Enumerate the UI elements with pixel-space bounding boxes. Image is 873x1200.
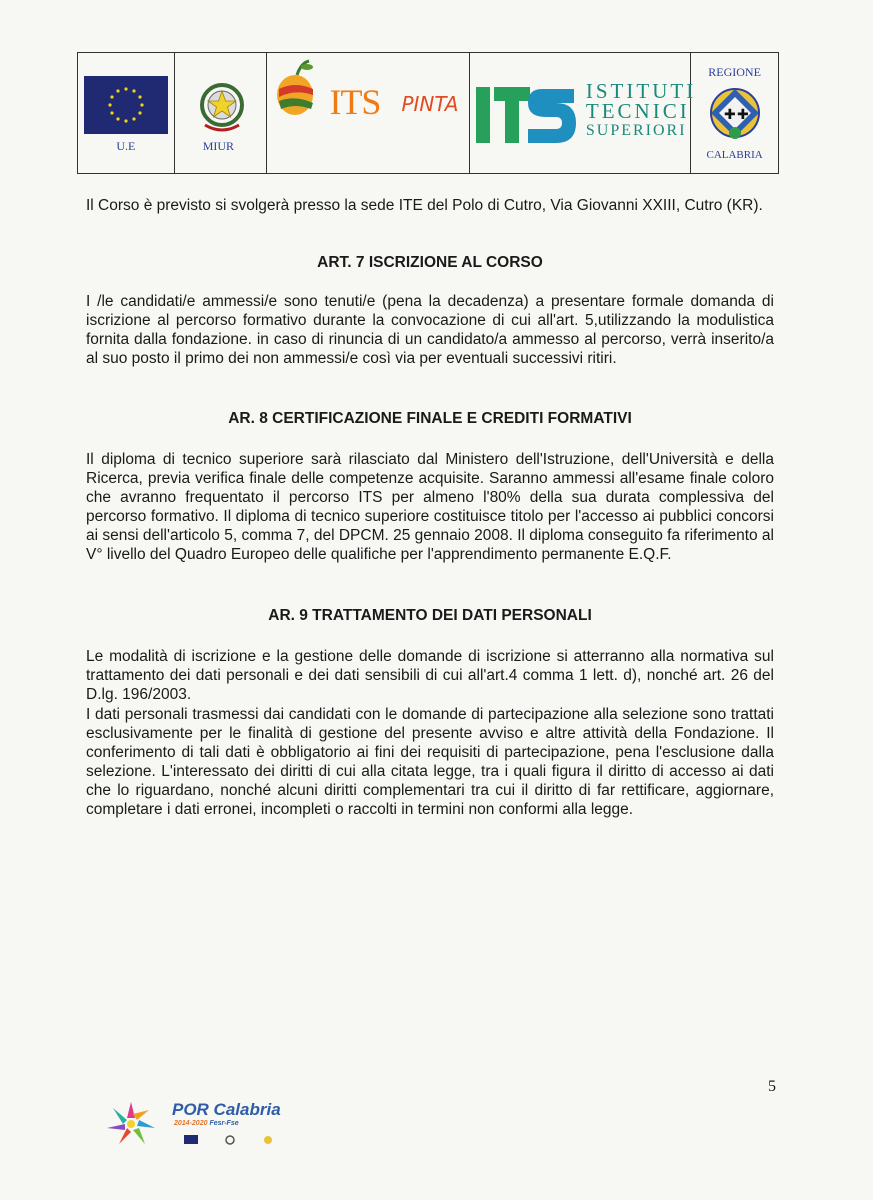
fruit-icon [273,59,323,119]
miur-cell [175,53,268,173]
svg-text:✚: ✚ [724,107,736,123]
calabria-coat-of-arms-icon [709,83,761,145]
header-logo-table [77,52,779,174]
republic-mini-emblem-icon [226,1136,234,1144]
art9-paragraph-1: Le modalità di iscrizione e la gestione delle domande di iscrizione si atterranno alla normativa sul trattamento dei dati personali e dei dati sensibili di cui all'art.4 comma 1 lett. d), nonché art. 26 del D.lg. 196/2003. [86,648,774,703]
por-partner-icons [182,1132,282,1146]
istituti-tecnici-superiori-text [586,81,696,141]
regione-calabria-cell [691,53,778,173]
istituti-tecnici-cell [470,53,697,173]
art9-paragraph-2: I dati personali trasmessi dai candidati con le domande di partecipazione alla selezione sono trattati esclusivamente per le finalità di gestione del presente avviso e altre attività della Fondazione. Il conferimento di tali dati è obbligatorio ai fini dei requisiti di partecipazione, pena l'esclusione dalla selezione. L'interessato dei diritti di cui alla citata legge, tra i quali figura il diritto di accesso ai dati che lo riguardano, nonché alcuni diritti complementari tra cui il diritto di far rettificare, aggiornare, completare i dati erronei, incompleti o raccolti in termini non conformi alla legge. [86,706,774,818]
art8-paragraph: Il diploma di tecnico superiore sarà rilasciato dal Ministero dell'Istruzione, dell'Università e della Ricerca, previa verifica finale delle competenze acquisite. Saranno ammessi all'esame finale coloro che avranno frequentato il percorso ITS per almeno l'80% della sua durata complessiva del percorso formativo. Il diploma di tecnico superiore costituisce titolo per l'accesso ai pubblici concorsi ai sensi dell'articolo 5, comma 7, del DPCM. 25 gennaio 2008. Il diploma conseguito fa riferimento al V° livello del Quadro Europeo delle qualifiche per l'apprendimento permanente E.Q.F. [86,451,774,563]
regione-mini-emblem-icon [264,1136,272,1144]
italian-republic-emblem-icon [193,77,251,137]
istituti-line: ISTITUTI [585,79,697,103]
miur-label: MIUR [202,139,235,153]
pinta-logo-text: PINTA [401,92,459,116]
art7-paragraph: I /le candidati/e ammessi/e sono tenuti/e (pena la decadenza) a presentare formale domanda di iscrizione al percorso formativo durante la convocazione di cui all'art. 5,utilizzando la modulistica fornita dalla fondazione. in caso di rinuncia di un candidato/a ammesso al percorso, verrà inserito/a al suo posto il primo dei non ammessi/e così via per eventuali successivi ritiri. [86,293,774,367]
art7-heading: ART. 7 ISCRIZIONE AL CORSO [317,254,543,271]
its-pinta-logo [273,59,463,131]
its-logo-text: ITS [329,82,381,122]
eu-label: U.E [116,139,136,153]
por-calabria-flower-icon [105,1100,157,1146]
its-large-logo-icon [476,83,576,145]
por-calabria-subtitle [174,1120,239,1127]
eu-mini-flag-icon [184,1135,198,1144]
calabria-label: CALABRIA [706,149,763,161]
art8-heading: AR. 8 CERTIFICAZIONE FINALE E CREDITI FORMATIVI [228,410,632,427]
por-years: 2014-2020 [174,1120,208,1127]
eu-flag-icon [84,76,168,134]
por-calabria-title: POR Calabria [172,1100,281,1119]
its-pinta-cell [267,53,469,173]
page-number: 5 [768,1078,776,1095]
svg-text:✚: ✚ [737,107,749,123]
intro-paragraph: Il Corso è previsto si svolgerà presso la sede ITE del Polo di Cutro, Via Giovanni XXIII, Cutro (KR). [86,197,763,214]
tecnici-line: TECNICI [585,99,690,123]
art9-heading: AR. 9 TRATTAMENTO DEI DATI PERSONALI [268,607,592,624]
por-funds: Fesr-Fse [209,1120,239,1127]
superiori-line: SUPERIORI [585,122,687,139]
eu-cell [78,53,175,173]
regione-label: REGIONE [708,65,761,79]
